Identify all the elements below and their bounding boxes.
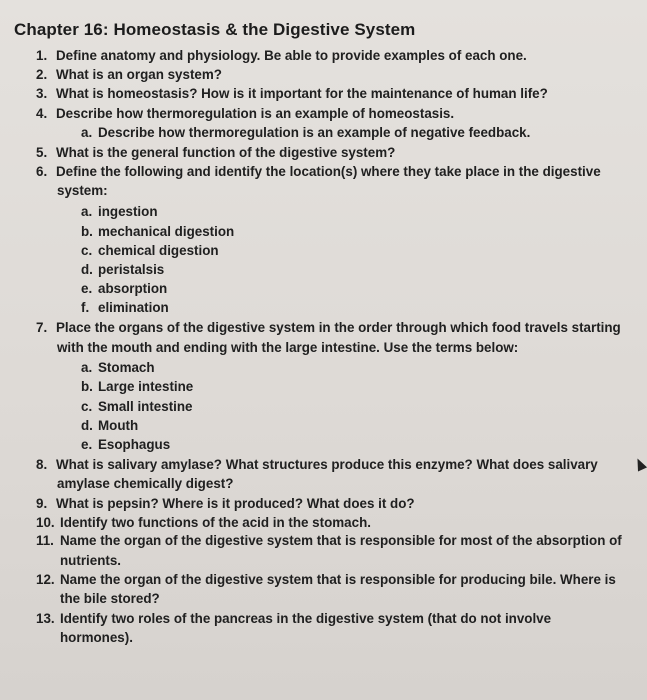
question-number: 5. xyxy=(36,145,48,160)
question-1 xyxy=(36,48,527,64)
mouse-cursor-icon xyxy=(633,456,647,471)
sub-text: absorption xyxy=(98,281,168,296)
question-text: Describe how thermoregulation is an example of homeostasis. xyxy=(56,106,455,121)
question-text: What is an organ system? xyxy=(56,67,222,82)
sub-text: Small intestine xyxy=(98,399,193,414)
sub-item xyxy=(81,379,193,395)
question-number: 4. xyxy=(36,106,48,121)
sub-item xyxy=(81,281,167,297)
question-continuation: system: xyxy=(57,183,108,198)
sub-text: Large intestine xyxy=(98,379,194,394)
sub-letter: a. xyxy=(81,360,93,375)
question-text: Define the following and identify the location(s) where they take place in the digestive xyxy=(56,164,601,179)
question-continuation: amylase chemically digest? xyxy=(57,476,234,491)
question-11 xyxy=(36,533,622,549)
sub-item xyxy=(81,360,155,376)
question-10 xyxy=(36,515,371,531)
question-3 xyxy=(36,86,548,102)
sub-text: Stomach xyxy=(98,360,155,375)
question-text: Define anatomy and physiology. Be able to provide examples of each one. xyxy=(56,48,527,63)
sub-item xyxy=(81,418,138,434)
sub-item xyxy=(81,224,234,240)
question-number: 6. xyxy=(36,164,48,179)
question-7 xyxy=(36,320,621,336)
sub-text: elimination xyxy=(98,300,169,315)
question-number: 8. xyxy=(36,457,48,472)
question-continuation: with the mouth and ending with the large intestine. Use the terms below: xyxy=(57,340,519,355)
sub-letter: c. xyxy=(81,243,93,258)
question-8 xyxy=(36,457,598,473)
question-text: Place the organs of the digestive system in the order through which food travels starting xyxy=(56,320,621,335)
question-number: 13. xyxy=(36,611,55,626)
question-text: Name the organ of the digestive system that is responsible for producing bile. Where is xyxy=(60,572,616,587)
question-number: 7. xyxy=(36,320,48,335)
sub-item xyxy=(81,204,158,220)
sub-text: chemical digestion xyxy=(98,243,219,258)
sub-text: ingestion xyxy=(98,204,158,219)
question-text: What is the general function of the digestive system? xyxy=(56,145,396,160)
question-number: 9. xyxy=(36,496,48,511)
sub-letter: b. xyxy=(81,224,93,239)
question-number: 3. xyxy=(36,86,48,101)
sub-text: Describe how thermoregulation is an example of negative feedback. xyxy=(98,125,531,140)
sub-letter: a. xyxy=(81,204,93,219)
sub-letter: c. xyxy=(81,399,93,414)
question-12 xyxy=(36,572,616,588)
question-continuation: the bile stored? xyxy=(60,591,160,606)
question-5 xyxy=(36,145,395,161)
page-title: Chapter 16: Homeostasis & the Digestive System xyxy=(14,20,416,39)
sub-letter: a. xyxy=(81,125,93,140)
sub-text: mechanical digestion xyxy=(98,224,235,239)
question-9 xyxy=(36,496,415,512)
question-number: 1. xyxy=(36,48,48,63)
sub-letter: e. xyxy=(81,437,93,452)
question-text: What is pepsin? Where is it produced? What does it do? xyxy=(56,496,415,511)
sub-letter: b. xyxy=(81,379,93,394)
question-4 xyxy=(36,106,454,122)
sub-item xyxy=(81,262,164,278)
sub-item xyxy=(81,243,219,259)
question-text: Name the organ of the digestive system that is responsible for most of the absorption of xyxy=(60,533,622,548)
question-13 xyxy=(36,611,551,627)
sub-text: peristalsis xyxy=(98,262,165,277)
question-number: 2. xyxy=(36,67,48,82)
sub-item xyxy=(81,125,530,141)
question-text: Identify two functions of the acid in the stomach. xyxy=(60,515,371,530)
question-6 xyxy=(36,164,601,180)
sub-item xyxy=(81,399,193,415)
question-number: 11. xyxy=(36,533,54,548)
question-continuation: hormones). xyxy=(60,630,133,645)
sub-letter: f. xyxy=(81,300,90,315)
question-number: 12. xyxy=(36,572,55,587)
sub-letter: d. xyxy=(81,262,93,277)
sub-text: Esophagus xyxy=(98,437,171,452)
question-text: What is salivary amylase? What structures produce this enzyme? What does salivary xyxy=(56,457,598,472)
question-continuation: nutrients. xyxy=(60,553,122,568)
question-text: Identify two roles of the pancreas in the digestive system (that do not involve xyxy=(60,611,552,626)
question-text: What is homeostasis? How is it important for the maintenance of human life? xyxy=(56,86,548,101)
question-2 xyxy=(36,67,222,83)
sub-letter: d. xyxy=(81,418,93,433)
sub-item xyxy=(81,437,170,453)
sub-letter: e. xyxy=(81,281,93,296)
sub-item xyxy=(81,300,169,316)
sub-text: Mouth xyxy=(98,418,139,433)
question-number: 10. xyxy=(36,515,55,530)
